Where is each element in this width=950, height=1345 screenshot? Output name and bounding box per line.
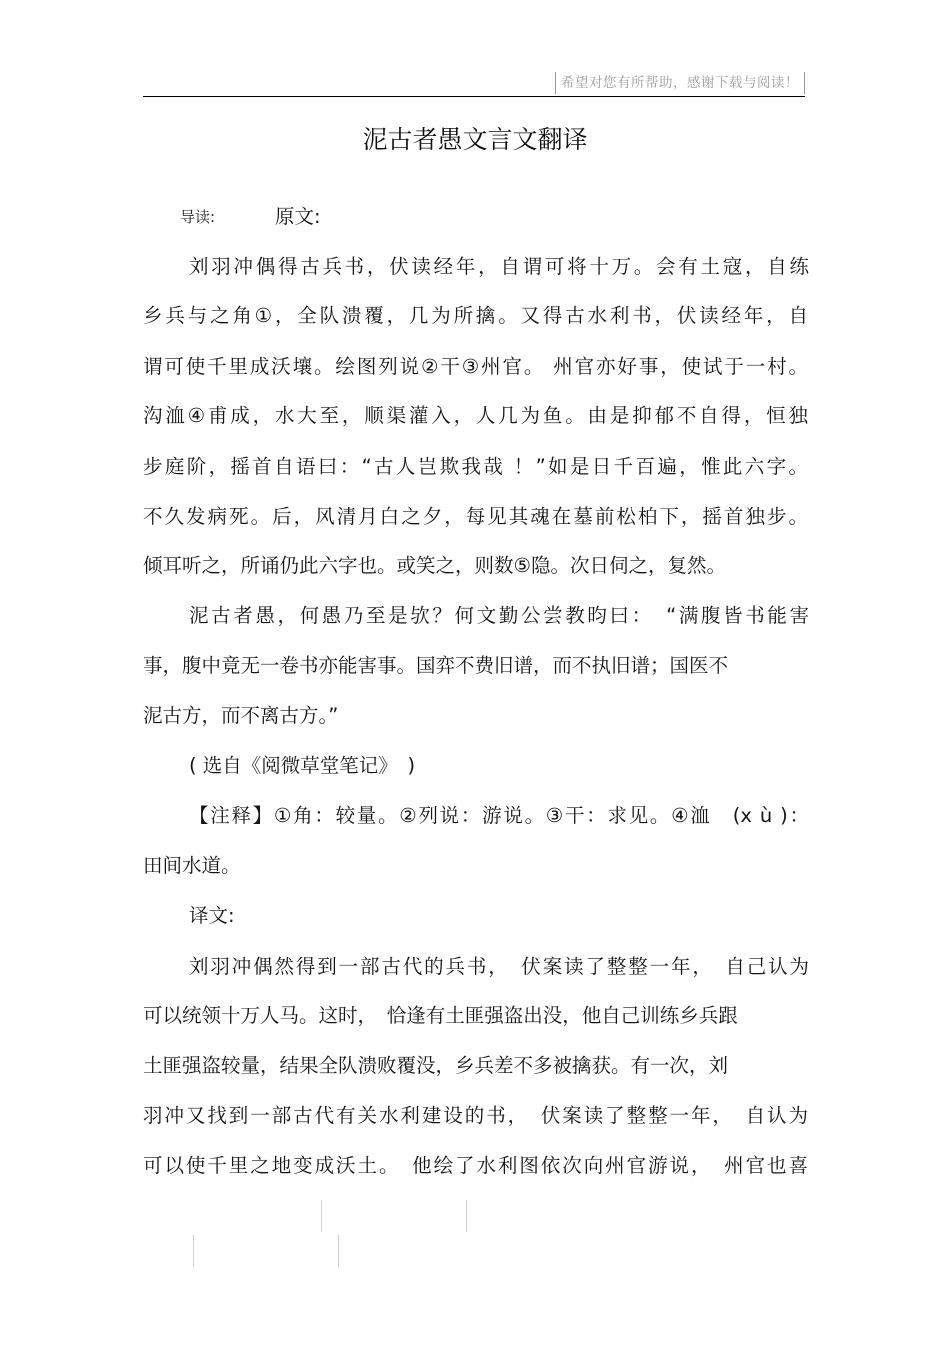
annotation-line: 【注释】①角：较量。②列说：游说。③干：求见。④洫 (x ù )： [189, 804, 809, 827]
text-line: 刘羽冲偶得古兵书，伏读经年，自谓可将十万。会有土寇，自练 [189, 255, 809, 278]
text-line: 沟洫④甫成，水大至，顺渠灌入，人几为鱼。由是抑郁不自得，恒独 [143, 404, 808, 427]
text-line: 乡兵与之角①，全队溃覆，几为所擒。又得古水利书，伏读经年，自 [143, 304, 808, 327]
document-title: 泥古者愚文言文翻译 [362, 125, 588, 154]
text-line: 可以使千里之地变成沃土。 他绘了水利图依次向州官游说， 州官也喜 [143, 1154, 808, 1177]
text-line: 泥古方，而不离古方。” [143, 704, 339, 727]
text-line: 不久发病死。后，风清月白之夕，每见其魂在墓前松柏下，摇首独步。 [143, 505, 808, 528]
text-line: 刘羽冲偶然得到一部古代的兵书， 伏案读了整整一年， 自己认为 [189, 955, 809, 978]
text-line: 土匪强盗较量，结果全队溃败覆没，乡兵差不多被擒获。有一次，刘 [143, 1054, 729, 1077]
text-line: 步庭阶，摇首自语曰：“古人岂欺我哉 ！”如是日千百遍，惟此六字。 [143, 455, 808, 478]
source-citation: ( 选自《阅微草堂笔记》 ) [189, 754, 416, 777]
scan-artifact-line [193, 1235, 194, 1267]
daodu-label: 导读: [180, 208, 216, 226]
text-line: 可以统领十万人马。这时， 恰逢有土匪强盗出没，他自己训练乡兵跟 [143, 1004, 738, 1027]
scan-artifact-line [466, 1200, 467, 1232]
text-line: 泥古者愚，何愚乃至是欤？何文勤公尝教昀曰： “满腹皆书能害 [189, 604, 809, 627]
text-line: 羽冲又找到一部古代有关水利建设的书， 伏案读了整整一年， 自认为 [143, 1104, 808, 1127]
yuanwen-label: 原文: [275, 205, 321, 228]
text-line: 事，腹中竟无一卷书亦能害事。国弈不费旧谱，而不执旧谱；国医不 [143, 654, 729, 677]
header-watermark-text: 希望对您有所帮助，感谢下载与阅读！ [555, 72, 805, 94]
header-divider [143, 96, 805, 97]
scan-artifact-line [321, 1200, 322, 1232]
text-line: 倾耳听之，所诵仍此六字也。或笑之，则数⑤隐。次日伺之，复然。 [143, 554, 726, 577]
scan-artifact-line [338, 1235, 339, 1267]
text-line: 谓可使千里成沃壤。绘图列说②干③州官。 州官亦好事，使试于一村。 [143, 355, 808, 378]
annotation-line: 田间水道。 [143, 854, 241, 877]
yiwen-label: 译文: [189, 904, 235, 927]
